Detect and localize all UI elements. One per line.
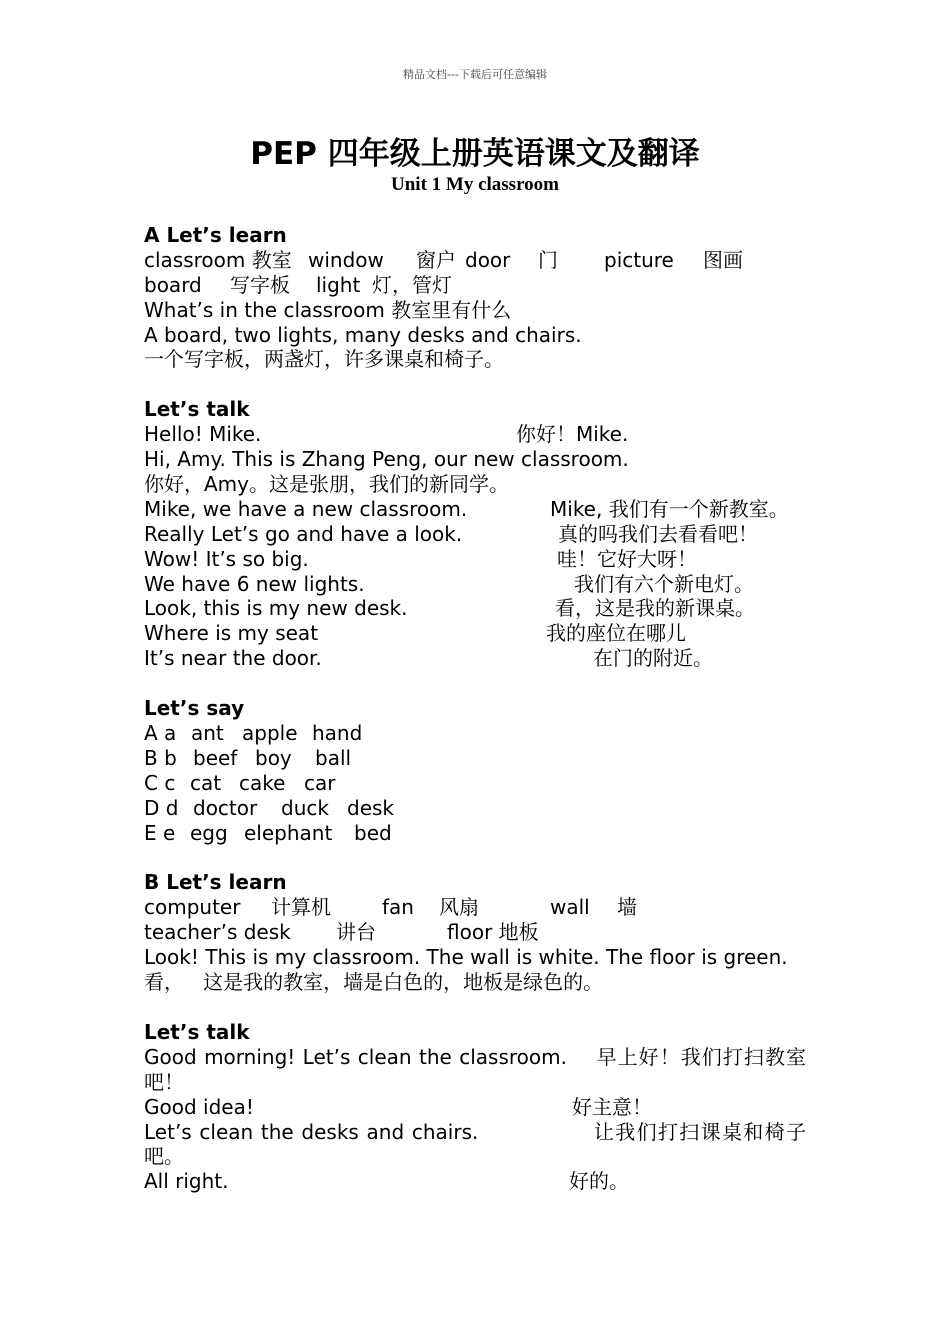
dialogue-line: Let’s clean the desks and chairs. 让我们打扫课桌和椅子吧。 [144, 1119, 806, 1169]
vocab-word: teacher’s desk [144, 920, 291, 945]
phonics-word: boy [255, 745, 292, 770]
paragraph-chinese: 看， 这是我的教室，墙是白色的，地板是绿色的。 [144, 970, 604, 995]
phonics-word: ball [315, 745, 352, 770]
phonics-row [144, 771, 806, 796]
vocab-translation: 计算机 [271, 895, 331, 920]
phonics-word: elephant [244, 820, 333, 845]
phonics-row [144, 821, 806, 846]
letter-pair: B b [144, 745, 177, 770]
vocab-translation: 窗户 [416, 247, 456, 272]
vocab-translation: 图画 [703, 247, 743, 272]
section-heading: B Let’s learn [144, 870, 287, 895]
vocab-word: board [144, 272, 202, 297]
dialogue-line [144, 422, 806, 447]
vocab-line [144, 248, 806, 273]
vocab-word: window [308, 247, 384, 272]
vocab-word: light [316, 272, 361, 297]
dialogue-english: Mike, we have a new classroom. [144, 496, 468, 521]
phonics-row [144, 721, 806, 746]
dialogue-english: Where is my seat [144, 621, 319, 646]
dialogue-english: All right. [144, 1169, 229, 1194]
dialogue-line [144, 497, 806, 522]
dialogue-line: 你好，Amy。这是张朋，我们的新同学。 [144, 472, 509, 497]
phonics-word: apple [242, 721, 298, 746]
vocab-line [144, 920, 806, 945]
dialogue-line [144, 522, 806, 547]
phonics-row [144, 796, 806, 821]
letter-pair: C c [144, 770, 176, 795]
dialogue-english: Really Let’s go and have a look. [144, 521, 463, 546]
section-heading: Let’s say [144, 696, 245, 721]
section-b-lets-learn [144, 870, 806, 994]
vocab-line [144, 895, 806, 920]
vocab-word: wall [550, 895, 590, 920]
section-a-lets-learn [144, 223, 806, 372]
letter-pair: D d [144, 795, 179, 820]
section-lets-say [144, 696, 806, 845]
phonics-word: egg [190, 820, 228, 845]
dialogue-chinese: 在门的附近。 [593, 646, 713, 671]
dialogue-chinese: 好主意！ [572, 1094, 652, 1119]
dialogue-chinese: 哇！它好大呀！ [557, 546, 697, 571]
vocab-translation: 墙 [617, 895, 637, 920]
dialogue-line [144, 547, 806, 572]
vocab-translation: 灯，管灯 [372, 272, 452, 297]
dialogue-line [144, 621, 806, 646]
dialogue-chinese: 你好！Mike. [516, 422, 629, 447]
dialogue-english: Hello! Mike. [144, 422, 262, 447]
letter-pair: A a [144, 721, 177, 746]
page-header: 精品文档---下载后可任意编辑 [403, 68, 547, 81]
question-line: What’s in the classroom 教室里有什么 [144, 297, 512, 322]
dialogue-english: Look, this is my new desk. [144, 596, 408, 621]
phonics-word: hand [312, 721, 363, 746]
vocab-translation: 讲台 [336, 920, 376, 945]
dialogue-line: Hi, Amy. This is Zhang Peng, our new classroom. [144, 447, 629, 472]
dialogue-chinese: 看，这是我的新课桌。 [555, 596, 755, 621]
section-b-lets-talk [144, 1020, 806, 1194]
vocab-translation: 门 [538, 247, 558, 272]
vocab-word: floor 地板 [447, 920, 539, 945]
phonics-word: duck [281, 795, 329, 820]
section-a-lets-talk [144, 397, 806, 671]
phonics-word: beef [193, 745, 238, 770]
dialogue-line [144, 572, 806, 597]
vocab-word: classroom 教室 [144, 247, 292, 272]
vocab-word: computer [144, 895, 241, 920]
vocab-line [144, 273, 806, 298]
section-heading: Let’s talk [144, 397, 250, 422]
vocab-word: door [465, 247, 511, 272]
section-heading: A Let’s learn [144, 223, 287, 247]
phonics-word: doctor [193, 795, 258, 820]
dialogue-line [144, 1169, 806, 1194]
dialogue-line [144, 646, 806, 671]
document-body [144, 223, 806, 1219]
vocab-word: fan [382, 895, 414, 920]
answer-line: A board, two lights, many desks and chairs. [144, 322, 582, 347]
section-heading: Let’s talk [144, 1019, 250, 1044]
phonics-word: cat [190, 770, 222, 795]
dialogue-chinese: 我们有六个新电灯。 [574, 571, 754, 596]
answer-translation: 一个写字板，两盏灯，许多课桌和椅子。 [144, 347, 504, 372]
phonics-row [144, 746, 806, 771]
phonics-word: cake [239, 770, 286, 795]
unit-title: Unit 1 My classroom [391, 174, 559, 195]
dialogue-line [144, 596, 806, 621]
letter-pair: E e [144, 820, 176, 845]
phonics-word: desk [347, 795, 395, 820]
dialogue-chinese: 真的吗我们去看看吧！ [558, 521, 758, 546]
dialogue-line [144, 1095, 806, 1120]
dialogue-english: Wow! It’s so big. [144, 546, 309, 571]
dialogue-english: We have 6 new lights. [144, 571, 365, 596]
vocab-word: picture [604, 247, 674, 272]
phonics-word: car [304, 770, 336, 795]
dialogue-chinese: 我的座位在哪儿 [546, 621, 686, 646]
vocab-translation: 写字板 [230, 272, 290, 297]
document-title: PEP 四年级上册英语课文及翻译 [250, 136, 700, 172]
vocab-translation: 风扇 [439, 895, 479, 920]
dialogue-english: It’s near the door. [144, 646, 322, 671]
dialogue-line: Good morning! Let’s clean the classroom. 早上好！我们打扫教室吧！ [144, 1044, 806, 1094]
phonics-word: ant [191, 721, 224, 746]
phonics-word: bed [354, 820, 392, 845]
paragraph-english: Look! This is my classroom. The wall is white. The floor is green. [144, 945, 788, 970]
dialogue-english: Good idea! [144, 1094, 254, 1119]
dialogue-chinese: 好的。 [569, 1169, 629, 1194]
dialogue-chinese: Mike, 我们有一个新教室。 [550, 496, 789, 521]
